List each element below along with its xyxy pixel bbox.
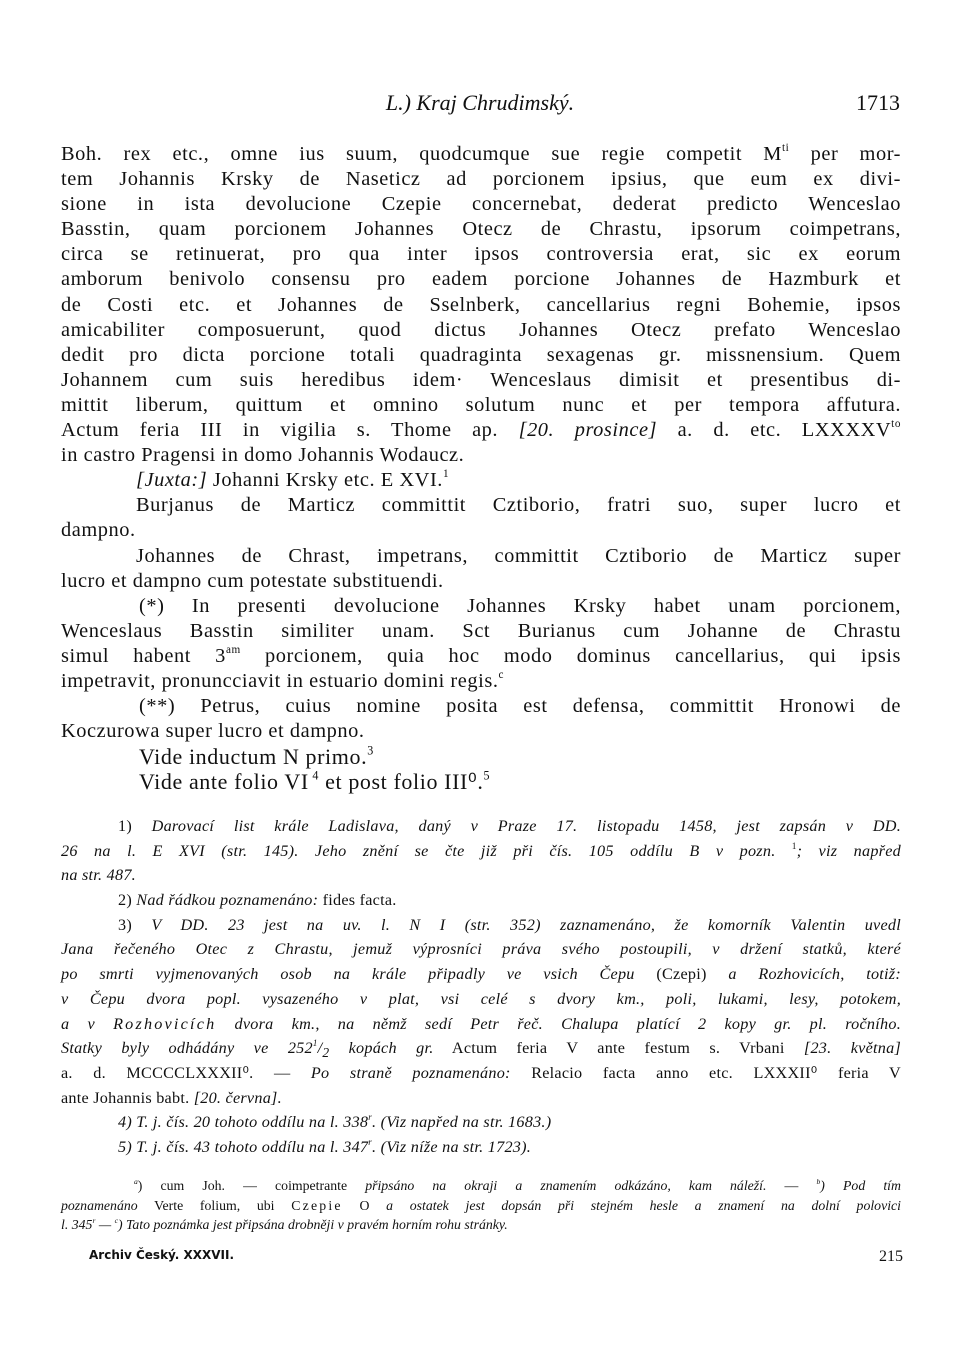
- text-line: Johannem cum suis heredibus idem· Wenceslaus dimisit et presentibus di-: [61, 368, 901, 391]
- text-line: simul habent $3^{am}$ porcionem, quia hoc modo dominus cancellarius, qui ipsis: [61, 643, 901, 667]
- text-line: dampno.: [61, 519, 136, 542]
- text-line: Basstin, quam porcionem Johannes Otecz de Chrastu, ipsorum coimpetrans,: [61, 218, 901, 241]
- text-line: (**) Petrus, cuius nomine posita est defensa, committit Hronowi de: [139, 695, 901, 718]
- editorial-note-line: poznamenáno Verte folium, ubi Czepie O a ostatek jest dopsán při stejném hesle a znamení na dolní polovici: [61, 1197, 901, 1213]
- text-line: Vide ante folio VI $^4$ et post folio III⁰.$^5$: [139, 768, 491, 795]
- footnote-line: 5) T. j. čís. 43 tohoto oddílu na l. 347$^r$. (Viz níže na str. 1723).: [118, 1136, 532, 1156]
- text-line: de Costi etc. et Johannes de Sselnberk, cancellarius regni Bohemie, ipsos: [61, 293, 901, 316]
- sheet-number: 215: [879, 1248, 903, 1265]
- text-line: Boh. rex etc., omne ius suum, quodcumque sue regie competit $M^{ti}$ per mor-: [61, 142, 901, 165]
- text-line: Actum feria III in vigilia s. Thome ap. [20. prosince] a. d. etc. $LXXXXV^{to}$: [61, 418, 901, 442]
- text-line: Koczurowa super lucro et dampno.: [61, 720, 365, 743]
- editorial-note-line: l. 345$^r$ — $^c$) Tato poznámka jest připsána drobněji v pravém horním rohu stránky.: [61, 1216, 508, 1233]
- text-line: Burjanus de Marticz committit Cztiborio, fratri suo, super lucro et: [136, 494, 901, 517]
- journal-signature: Archiv Český. XXXVII.: [89, 1248, 235, 1262]
- text-line: amborum benivolo consensu pro eadem porcione Johannes de Hazmburk et: [61, 268, 901, 291]
- text-line: circa se retinuerat, pro qua inter ipsos controversia erat, sic ex eorum: [61, 243, 901, 266]
- text-line: dedit pro dicta porcione totali quadraginta sexagenas gr. missnensium. Quem: [61, 343, 901, 366]
- footnote-line: Statky byly odhádány ve $252^1/_2$ kopách gr. Actum feria V ante festum s. Vrbani [23. května]: [61, 1038, 902, 1061]
- text-line: lucro et dampno cum potestate substituendi.: [61, 569, 444, 592]
- text-line: (*) In presenti devolucione Johannes Krsky habet unam porcionem,: [139, 594, 901, 617]
- text-line: mittit liberum, quittum et omnino solutum nunc et per tempora affutura.: [61, 393, 901, 416]
- text-line: amicabiliter composuerunt, quod dictus Johannes Otecz prefato Wenceslao: [61, 318, 901, 341]
- text-line: Vide inductum N primo.$^3$: [139, 743, 374, 770]
- page-title: L.) Kraj Chrudimský.: [385, 90, 575, 115]
- page-number: 1713: [856, 90, 900, 115]
- footnote-line: a. d. MCCCCLXXXII⁰. — Po straně poznamenáno: Relacio facta anno etc. LXXXII⁰ feria V: [61, 1063, 901, 1082]
- text-line: [Juxta:] Johanni Krsky etc. E XVI.$^1$: [136, 468, 450, 492]
- text-line: Johannes de Chrast, impetrans, committit Cztiborio de Marticz super: [136, 544, 901, 567]
- text-line: sione in ista devolucione Czepie concernebat, dederat predicto Wenceslao: [61, 193, 901, 216]
- footnote-line: ante Johannis babt. [20. června].: [61, 1088, 282, 1107]
- footnote-line: 4) T. j. čís. 20 tohoto oddílu na l. 338$^r$. (Viz napřed na str. 1683.): [118, 1112, 552, 1132]
- text-line: in castro Pragensi in domo Johannis Wodaucz.: [61, 444, 465, 467]
- main-text: [61, 142, 901, 794]
- text-line: tem Johannis Krsky de Naseticz ad porcionem ipsius, que eum ex divi-: [61, 168, 901, 191]
- text-line: impetravit, pronuncciavit in estuario domini regis.$^c$: [61, 669, 504, 692]
- footnote-line: 3) V DD. 23 jest na uv. l. N I (str. 352) zaznamenáno, že komorník Valentin uvedl: [118, 915, 902, 934]
- footnote-line: 26 na l. E XVI (str. 145). Jeho znění se čte již při čís. 105 oddílu B v pozn. $^1$; viz napřed: [61, 840, 902, 860]
- text-line: Wenceslaus Basstin similiter unam. Sct Burianus cum Johanne de Chrastu: [61, 619, 901, 642]
- footnote-line: na str. 487.: [61, 866, 136, 885]
- page-footer: [89, 1248, 903, 1272]
- editorial-notes: [61, 1176, 901, 1235]
- editorial-note-line: $^a$) cum Joh. — coimpetrante připsáno na okraji a znamením odkázáno, kam náleží. — $^b$) Pod tím: [134, 1176, 901, 1193]
- footnote-line: 2) Nad řádkou poznamenáno: fides facta.: [118, 891, 397, 910]
- footnote-line: a v Rozhovicích dvora km., na němž sedí Petr řeč. Chalupa platící 2 kopy gr. pl. ročního.: [61, 1014, 902, 1033]
- running-header: [60, 90, 900, 120]
- footnote-line: 1) Darovací list krále Ladislava, daný v Praze 17. listopadu 1458, jest zapsán v DD.: [118, 817, 902, 835]
- footnote-line: Jana řečeného Otec z Chrastu, jemuž výprosníci práva svého postoupili, v držení statků, které: [61, 940, 901, 959]
- footnote-line: v Čepu dvora popl. vysazeného v plat, vsi celé s dvory km., poli, lukami, lesy, potokem,: [61, 989, 901, 1008]
- footnote-line: po smrti vyjmenovaných osob na krále připadly ve vsich Čepu (Czepi) a Rozhovicích, totiž:: [61, 965, 901, 984]
- footnotes: [61, 814, 901, 1160]
